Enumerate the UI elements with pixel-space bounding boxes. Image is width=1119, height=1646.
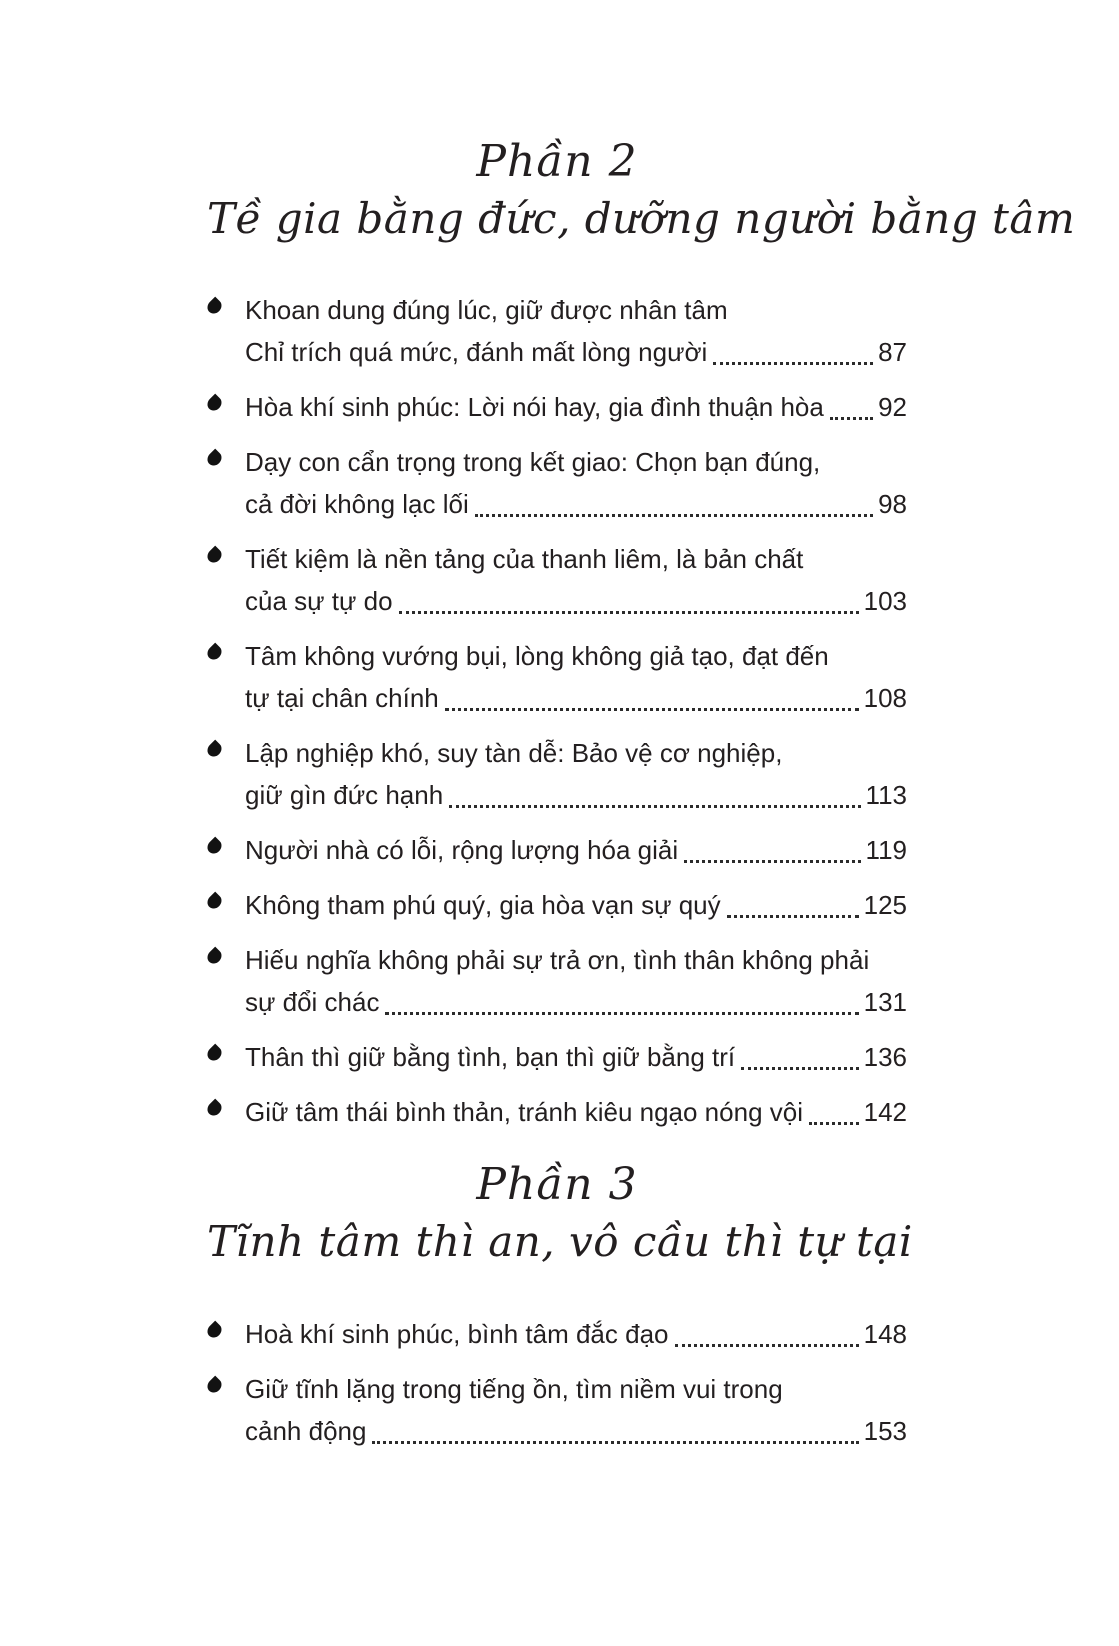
entry-text: Dạy con cẩn trọng trong kết giao: Chọn bạn đúng, <box>245 447 821 478</box>
dot-leader <box>399 611 859 614</box>
toc-entry <box>207 1368 907 1452</box>
entry-text: Tâm không vướng bụi, lòng không giả tạo, đạt đến <box>245 641 829 672</box>
entry-line <box>245 635 907 677</box>
bullet-icon <box>205 643 225 663</box>
bullet-icon <box>205 740 225 760</box>
toc-entry <box>207 289 907 373</box>
entry-line <box>245 829 907 871</box>
page-number: 136 <box>863 1042 907 1073</box>
entry-text: Người nhà có lỗi, rộng lượng hóa giải <box>245 835 679 866</box>
dot-leader <box>713 362 873 365</box>
dot-leader <box>727 915 859 918</box>
entry-text: Lập nghiệp khó, suy tàn dễ: Bảo vệ cơ nghiệp, <box>245 738 783 769</box>
dot-leader <box>445 708 859 711</box>
part-label: Phần 3 <box>476 1159 638 1211</box>
entry-line <box>245 331 907 373</box>
entry-text: Không tham phú quý, gia hòa vạn sự quý <box>245 890 721 921</box>
toc-entry <box>207 1313 907 1355</box>
dot-leader <box>809 1122 859 1125</box>
entry-text: Giữ tĩnh lặng trong tiếng ồn, tìm niềm vui trong <box>245 1373 783 1404</box>
page-number: 103 <box>863 586 907 617</box>
bullet-icon <box>205 947 225 967</box>
toc-entry <box>207 635 907 719</box>
page-number: 87 <box>878 337 907 368</box>
page-number: 92 <box>878 392 907 423</box>
dot-leader <box>741 1067 858 1070</box>
toc-entry <box>207 829 907 871</box>
bullet-icon <box>205 1099 225 1119</box>
entry-text: Hoà khí sinh phúc, bình tâm đắc đạo <box>245 1318 669 1349</box>
entry-line <box>245 1368 907 1410</box>
toc-entry <box>207 732 907 816</box>
bullet-icon <box>205 1044 225 1064</box>
toc-entry <box>207 1036 907 1078</box>
bullet-icon <box>205 449 225 469</box>
entry-line <box>245 981 907 1023</box>
bullet-icon <box>205 1320 225 1340</box>
entry-text: Tiết kiệm là nền tảng của thanh liêm, là bản chất <box>245 544 804 575</box>
entry-text: Thân thì giữ bằng tình, bạn thì giữ bằng trí <box>245 1042 736 1073</box>
bullet-icon <box>205 892 225 912</box>
entry-line <box>245 1313 907 1355</box>
entry-text: cả đời không lạc lối <box>245 489 469 520</box>
entry-text: Khoan dung đúng lúc, giữ được nhân tâm <box>245 295 728 326</box>
entry-line <box>245 483 907 525</box>
part-label: Phần 2 <box>476 136 638 187</box>
entry-line <box>245 386 907 428</box>
toc-entry <box>207 386 907 428</box>
entry-line <box>245 580 907 622</box>
entry-text: Hòa khí sinh phúc: Lời nói hay, gia đình thuận hòa <box>245 392 824 423</box>
toc-entry <box>207 939 907 1023</box>
entry-text: sự đổi chác <box>245 987 380 1018</box>
dot-leader <box>449 805 860 808</box>
page-number: 125 <box>863 890 907 921</box>
page-number: 113 <box>865 780 907 811</box>
entry-line <box>245 1410 907 1452</box>
bullet-icon <box>205 394 225 414</box>
entry-line <box>245 1091 907 1133</box>
entry-text: Chỉ trích quá mức, đánh mất lòng người <box>245 337 708 368</box>
entry-line <box>245 538 907 580</box>
page-number: 142 <box>863 1097 907 1128</box>
entry-line <box>245 732 907 774</box>
dot-leader <box>830 417 873 420</box>
page-number: 131 <box>863 987 907 1018</box>
entry-list <box>207 1313 907 1452</box>
bullet-icon <box>205 297 225 317</box>
entry-text: giữ gìn đức hạnh <box>245 780 444 811</box>
toc-entry <box>207 884 907 926</box>
page-number: 148 <box>863 1318 907 1349</box>
entry-text: cảnh động <box>245 1415 367 1446</box>
entry-line <box>245 677 907 719</box>
entry-text: Giữ tâm thái bình thản, tránh kiêu ngạo nóng vội <box>245 1097 803 1128</box>
page-number: 98 <box>878 489 907 520</box>
part-title: Tĩnh tâm thì an, vô cầu thì tự tại <box>207 1217 913 1267</box>
bullet-icon <box>205 546 225 566</box>
page-number: 153 <box>863 1415 907 1446</box>
page-number: 108 <box>863 683 907 714</box>
entry-list <box>207 289 907 1133</box>
entry-line <box>245 1036 907 1078</box>
toc-entry <box>207 1091 907 1133</box>
dot-leader <box>684 860 860 863</box>
entry-line <box>245 939 907 981</box>
page-number: 119 <box>865 835 907 866</box>
bullet-icon <box>205 837 225 857</box>
entry-line <box>245 884 907 926</box>
toc-section <box>207 136 1076 1133</box>
entry-text: tự tại chân chính <box>245 683 439 714</box>
entry-line <box>245 441 907 483</box>
bullet-icon <box>205 1375 225 1395</box>
toc-section <box>207 1159 913 1451</box>
dot-leader <box>475 514 873 517</box>
toc-entry <box>207 538 907 622</box>
part-title: Tề gia bằng đức, dưỡng người bằng tâm <box>207 193 1076 243</box>
dot-leader <box>675 1344 859 1347</box>
entry-text: Hiếu nghĩa không phải sự trả ơn, tình thân không phải <box>245 945 870 976</box>
dot-leader <box>385 1012 858 1015</box>
dot-leader <box>372 1441 858 1444</box>
entry-text: của sự tự do <box>245 586 393 617</box>
entry-line <box>245 774 907 816</box>
table-of-contents <box>207 136 1076 1452</box>
toc-entry <box>207 441 907 525</box>
entry-line <box>245 289 907 331</box>
